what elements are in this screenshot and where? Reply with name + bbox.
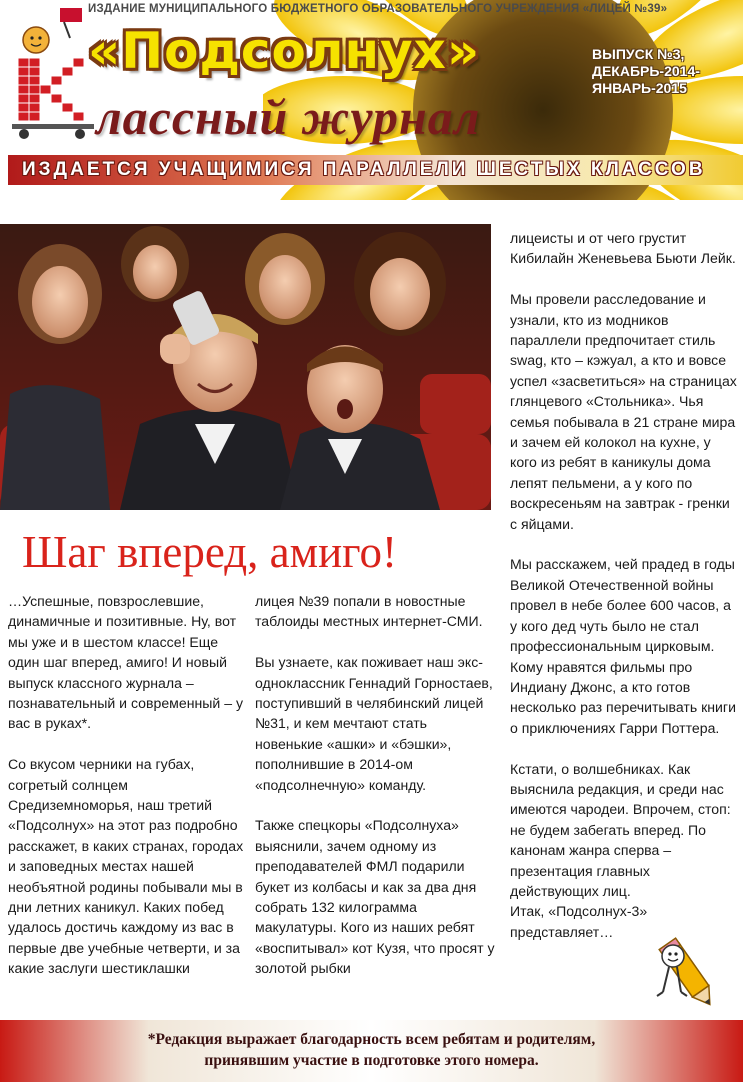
newspaper-subtitle: лассный журнал <box>96 89 481 145</box>
issue-info <box>592 46 700 97</box>
footnote-line-1: *Редакция выражает благодарность всем ребятам и родителям, <box>147 1031 596 1048</box>
article-column-3 <box>510 228 738 963</box>
paragraph-closing: Итак, «Подсолнух-3» представляет… <box>510 903 648 940</box>
paragraph: лицеисты и от чего грустит Кибилайн Женевьева Бьюти Лейк. <box>510 230 736 267</box>
paragraph: Вы узнаете, как поживает наш экс-одноклассник Геннадий Горностаев, поступивший в челябинский лицей №31, и кем мечтают стать новенькие «ашки» и «бэшки», пополнившие в 2014-ом «подсолнечную» команду. <box>255 654 493 793</box>
article-column-1 <box>8 591 244 999</box>
article-column-2 <box>255 591 495 999</box>
footer-band <box>0 1020 743 1082</box>
footnote <box>0 1029 743 1071</box>
issue-period-start: ДЕКАБРЬ-2014- <box>592 63 700 79</box>
publisher-line: ИЗДАНИЕ МУНИЦИПАЛЬНОГО БЮДЖЕТНОГО ОБРАЗОВАТЕЛЬНОГО УЧРЕЖДЕНИЯ «ЛИЦЕЙ №39» <box>88 3 668 15</box>
paragraph: Со вкусом черники на губах, согретый солнцем Средиземноморья, наш третий «Подсолнух» на этот раз подробно расскажет, в каких странах, городах и заповедных местах нашей необъятной родины побывали мы в дни летних каникул. Каких побед удалось достичь каждому из вас в первые две учебные четверти, и за какие заслуги шестиклашки <box>8 756 244 977</box>
masthead <box>0 0 743 200</box>
pencil-mascot-icon <box>655 930 737 1008</box>
paragraph: Кстати, о волшебниках. Как выяснила редакция, и среди нас имеются чародеи. Впрочем, стоп: не будем забегать вперед. По канонам жанра сперва – презентация главных действующих лиц. <box>510 760 731 899</box>
paragraph: лицея №39 попали в новостные таблоиды местных интернет-СМИ. <box>255 593 483 630</box>
logo-letter-k-icon <box>8 8 100 143</box>
footnote-line-2: принявшим участие в подготовке этого номера. <box>204 1052 539 1069</box>
paragraph: Мы расскажем, чей прадед в годы Великой Отечественной войны провел в небе более 600 часов, а у кого дед чуть было не стал профессиональным цирковым. Кому нравятся фильмы про Индиану Джонс, а кто готов несколько раз перечитывать книги о приключениях Гарри Поттера. <box>510 556 736 736</box>
issue-number: ВЫПУСК №3, <box>592 46 685 62</box>
paragraph: Также спецкоры «Подсолнуха» выяснили, зачем одному из преподавателей ФМЛ подарили букет из колбасы и как за два дня собрать 132 килограмма макулатуры. Кого из наших ребят «воспитывал» кот Кузя, что просят у золотой рыбки <box>255 817 495 977</box>
tagline: ИЗДАЕТСЯ УЧАЩИМИСЯ ПАРАЛЛЕЛИ ШЕСТЫХ КЛАССОВ <box>22 159 706 180</box>
newspaper-title: «Подсолнух» <box>88 22 481 80</box>
article-headline: Шаг вперед, амиго! <box>22 527 398 577</box>
students-selfie-photo <box>0 224 491 510</box>
paragraph: …Успешные, повзрослевшие, динамичные и позитивные. Ну, вот мы уже и в шестом классе! Еще один шаг вперед, амиго! И новый выпуск классного журнала – познавательный и современный – у вас в руках*. <box>8 593 243 732</box>
issue-period-end: ЯНВАРЬ-2015 <box>592 80 687 96</box>
tagline-band <box>8 155 743 185</box>
paragraph: Мы провели расследование и узнали, кто из модников параллели предпочитает стиль swag, кто – кэжуал, а кто и вовсе успел «засветиться» на страницах глянцевого «Стольника». Чья семья побывала в 21 стране мира и зачем ей колокол на кухне, у кого из ребят в каникулы дома лепят пельмени, а у кого по воскресеньям на завтрак - гренки с яйцами. <box>510 291 737 532</box>
